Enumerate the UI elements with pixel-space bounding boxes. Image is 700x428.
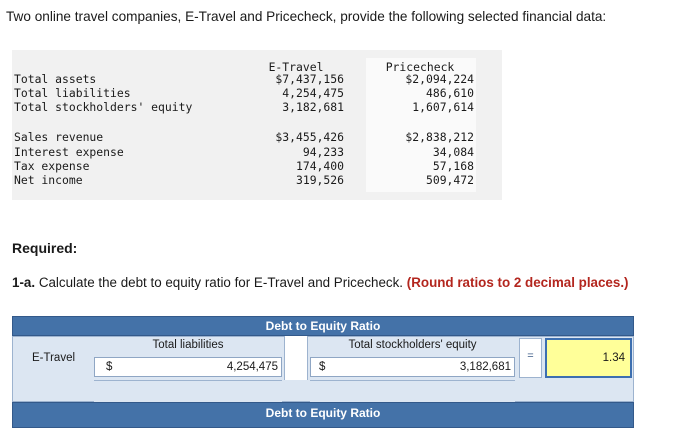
ratio-table-header: Debt to Equity Ratio	[12, 316, 634, 336]
currency-symbol: $	[106, 361, 113, 373]
row-label-total-assets: Total assets	[14, 72, 97, 86]
question-text	[12, 275, 629, 290]
pricecheck-stockholders-equity: 1,607,614	[412, 100, 474, 114]
problem-intro: Two online travel companies, E-Travel and Pricecheck, provide the following selected financial data:	[6, 9, 607, 24]
pricecheck-interest-expense: 34,084	[432, 145, 474, 159]
header-pricecheck: Pricecheck	[385, 60, 455, 74]
debt-to-equity-ratio-answer[interactable]: 1.34	[545, 338, 632, 378]
required-heading: Required:	[12, 240, 78, 256]
etravel-interest-expense: 94,233	[302, 145, 344, 159]
pricecheck-tax-expense: 57,168	[432, 159, 474, 173]
etravel-sales-revenue: $3,455,426	[275, 130, 344, 144]
liabilities-input[interactable]	[94, 357, 282, 377]
etravel-total-liabilities: 4,254,475	[282, 86, 344, 100]
equals-sign: =	[519, 338, 542, 378]
numerator-label: Total liabilities	[94, 337, 282, 355]
row-label-net-income: Net income	[14, 173, 83, 187]
liabilities-value: 4,254,475	[226, 361, 278, 373]
etravel-total-assets: $7,437,156	[275, 72, 344, 86]
pricecheck-sales-revenue: $2,838,212	[405, 130, 474, 144]
ratio-table-footer-header: Debt to Equity Ratio	[12, 402, 634, 428]
rounding-note: (Round ratios to 2 decimal places.)	[406, 275, 629, 290]
row-label-stockholders-equity: Total stockholders' equity	[14, 100, 193, 114]
row-label-total-liabilities: Total liabilities	[14, 86, 131, 100]
row-label-sales-revenue: Sales revenue	[14, 130, 104, 144]
etravel-tax-expense: 174,400	[295, 159, 344, 173]
etravel-net-income: 319,526	[295, 173, 344, 187]
row-spacer	[94, 380, 282, 402]
currency-symbol: $	[319, 361, 326, 373]
denominator-label: Total stockholders' equity	[310, 337, 515, 355]
operator-gap	[284, 336, 308, 380]
pricecheck-total-assets: $2,094,224	[405, 72, 474, 86]
equity-input[interactable]	[310, 357, 515, 377]
row-spacer	[310, 380, 515, 402]
row-label-tax-expense: Tax expense	[14, 159, 90, 173]
question-body: Calculate the debt to equity ratio for E-Travel and Pricecheck.	[38, 275, 404, 290]
question-number: 1-a.	[12, 275, 36, 290]
equity-value: 3,182,681	[459, 361, 511, 373]
header-etravel: E-Travel	[268, 60, 324, 74]
row-label-interest-expense: Interest expense	[14, 145, 124, 159]
etravel-stockholders-equity: 3,182,681	[282, 100, 344, 114]
pricecheck-net-income: 509,472	[425, 173, 474, 187]
pricecheck-total-liabilities: 486,610	[425, 86, 474, 100]
company-label-etravel: E-Travel	[32, 352, 76, 364]
